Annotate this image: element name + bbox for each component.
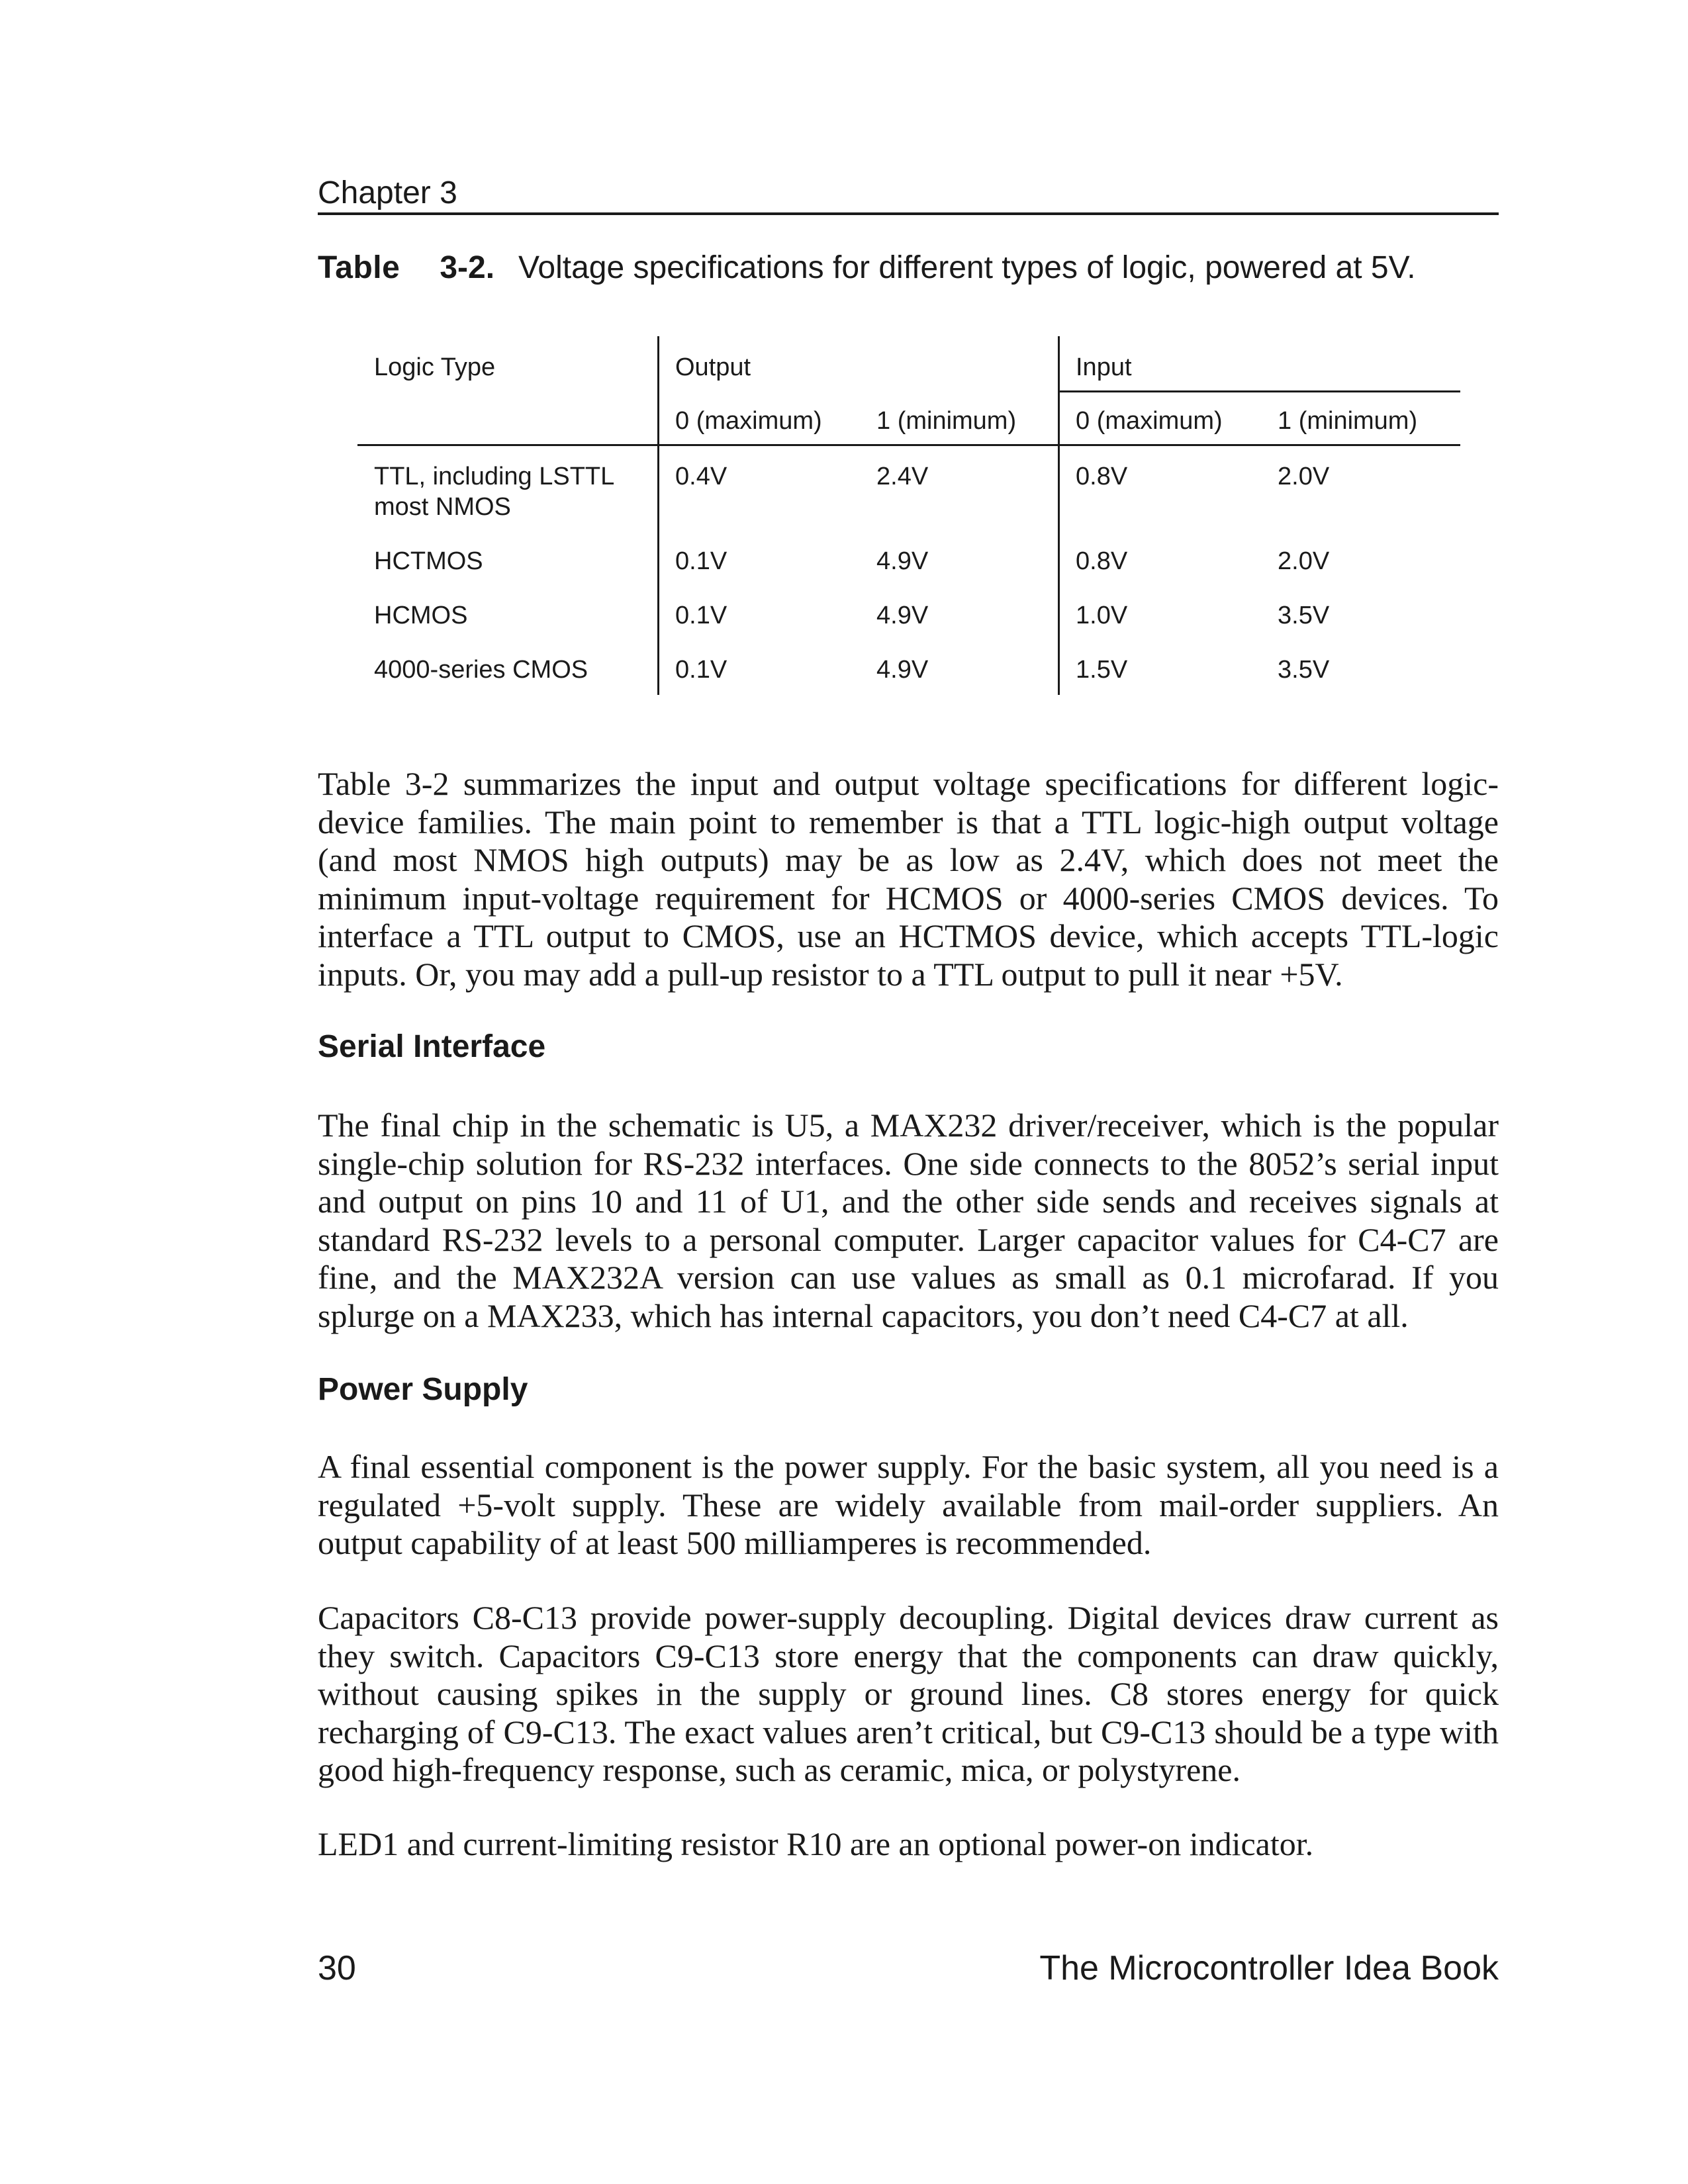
table-cell-output-0: 0.1V xyxy=(675,602,727,629)
table-cell-type-line2: most NMOS xyxy=(374,493,511,521)
table-caption-label: Table xyxy=(318,250,400,285)
table-header-output: Output xyxy=(675,353,751,381)
table-cell-input-0: 0.8V xyxy=(1076,463,1128,490)
table-cell-output-1: 4.9V xyxy=(876,547,929,575)
table-cell-output-0: 0.1V xyxy=(675,656,727,684)
table-rule-input-group xyxy=(1058,390,1460,392)
paragraph-serial-interface: The final chip in the schematic is U5, a MAX232 driver/receiver, which is the popular single-chip solution for RS-232 interfaces. One side connects to the 8052’s serial input and output on pins 10 and 11 of U1, and the other side sends and receives signals at standard RS-232 levels to a personal computer. Larger capacitor values for C4-C7 are fine, and the MAX232A version can use values as small as 0.1 microfarad. If you splurge on a MAX233, which has internal capacitors, you don’t need C4-C7 at all. xyxy=(318,1107,1499,1334)
paragraph-led-indicator: LED1 and current-limiting resistor R10 are an optional power-on indicator. xyxy=(318,1825,1314,1862)
table-caption-number: 3-2. xyxy=(440,250,495,285)
table-header-output-0: 0 (maximum) xyxy=(675,407,822,435)
table-header-input-1: 1 (minimum) xyxy=(1278,407,1418,435)
table-cell-input-1: 3.5V xyxy=(1278,602,1330,629)
paragraph-decoupling: Capacitors C8-C13 provide power-supply decoupling. Digital devices draw current as they switch. Capacitors C9-C13 store energy that the components can draw quickly, without causing spikes in the supply or ground lines. C8 stores energy for quick recharging of C9-C13. The exact values aren’t critical, but C9-C13 should be a type with good high-frequency response, such as ceramic, mica, or polystyrene. xyxy=(318,1599,1499,1788)
section-heading-power-supply: Power Supply xyxy=(318,1372,528,1407)
table-header-logic-type: Logic Type xyxy=(374,353,496,381)
table-cell-type: 4000-series CMOS xyxy=(374,656,588,684)
table-cell-type: HCTMOS xyxy=(374,547,483,575)
table-cell-output-1: 4.9V xyxy=(876,656,929,684)
table-cell-input-0: 0.8V xyxy=(1076,547,1128,575)
book-title: The Microcontroller Idea Book xyxy=(1039,1949,1499,1987)
table-caption xyxy=(318,249,1416,287)
table-cell-input-0: 1.5V xyxy=(1076,656,1128,684)
section-heading-serial-interface: Serial Interface xyxy=(318,1029,546,1064)
chapter-header: Chapter 3 xyxy=(318,175,457,210)
table-caption-text: Voltage specifications for different types of logic, powered at 5V. xyxy=(518,250,1416,285)
paragraph-table-summary: Table 3-2 summarizes the input and output voltage specifications for different logic-device families. The main point to remember is that a TTL logic-high output voltage (and most NMOS high outputs) may be as low as 2.4V, which does not meet the minimum input-voltage requirement for HCMOS or 4000-series CMOS devices. To interface a TTL output to CMOS, use an HCTMOS device, which accepts TTL-logic inputs. Or, you may add a pull-up resistor to a TTL output to pull it near +5V. xyxy=(318,765,1499,993)
table-divider-logic xyxy=(657,336,659,695)
table-cell-type: HCMOS xyxy=(374,602,468,629)
table-header-input: Input xyxy=(1076,353,1132,381)
table-cell-input-1: 2.0V xyxy=(1278,463,1330,490)
paragraph-power-supply: A final essential component is the power supply. For the basic system, all you need is a regulated +5-volt supply. These are widely available from mail-order suppliers. An output capability of at least 500 milliamperes is recommended. xyxy=(318,1448,1499,1561)
page-number: 30 xyxy=(318,1949,356,1987)
table-cell-input-0: 1.0V xyxy=(1076,602,1128,629)
table-cell-output-1: 4.9V xyxy=(876,602,929,629)
table-cell-output-1: 2.4V xyxy=(876,463,929,490)
header-rule xyxy=(318,212,1499,215)
table-cell-output-0: 0.4V xyxy=(675,463,727,490)
table-cell-type: TTL, including LSTTL xyxy=(374,463,615,490)
table-rule-header xyxy=(357,444,1460,446)
table-cell-input-1: 3.5V xyxy=(1278,656,1330,684)
table-header-output-1: 1 (minimum) xyxy=(876,407,1017,435)
table-cell-input-1: 2.0V xyxy=(1278,547,1330,575)
table-header-input-0: 0 (maximum) xyxy=(1076,407,1223,435)
table-cell-output-0: 0.1V xyxy=(675,547,727,575)
